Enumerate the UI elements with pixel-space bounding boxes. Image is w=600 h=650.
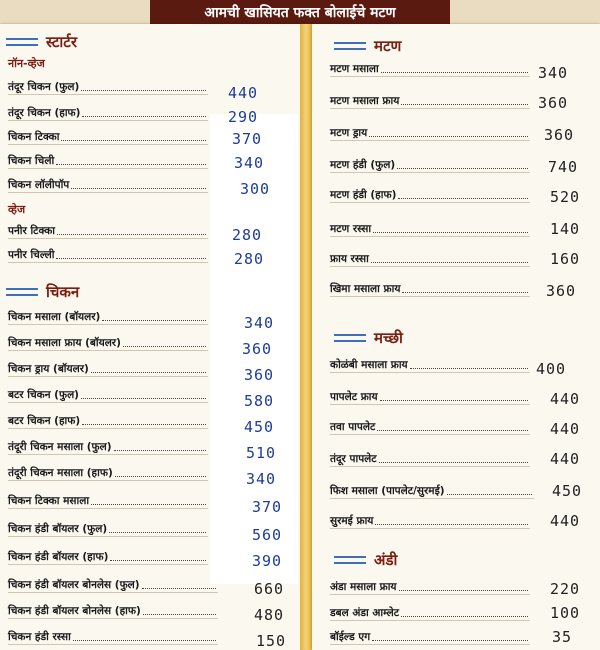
item-price: 450 [552,482,583,500]
section-heading-mutton [334,36,401,56]
item-price: 340 [244,314,275,332]
menu-item: बटर चिकन (हाफ) [8,414,208,429]
section-bars-icon [6,287,38,297]
section-heading-chicken [6,282,79,302]
item-price: 360 [538,94,569,112]
section-title: स्टार्टर [46,33,77,51]
subheading-veg: व्हेज [8,203,26,216]
item-price: 150 [256,632,287,650]
menu-item: चिकन टिक्का मसाला [8,494,208,509]
menu-item: चिकन हंडी बॉयलर (फुल) [8,522,208,537]
menu-item: तंदूर पापलेट [330,452,530,467]
gold-divider [300,24,312,650]
menu-item: चिकन चिली [8,154,208,169]
item-price: 300 [240,180,271,198]
menu-item: चिकन मसाला फ्राय (बॉयलर) [8,336,208,351]
item-price: 340 [246,470,277,488]
item-price: 440 [550,420,581,438]
menu-item: तंदूरी चिकन मसाला (हाफ) [8,466,208,481]
menu-item: तंदूर चिकन (हाफ) [8,106,208,121]
section-bars-icon [334,555,366,565]
item-price: 340 [538,64,569,82]
menu-item: चिकन हंडी रस्सा [8,630,218,645]
menu-item: पनीर चिल्ली [8,248,208,263]
section-heading-starter [6,32,77,52]
section-heading-fish [334,328,403,348]
menu-item: पापलेट फ्राय [330,390,530,405]
item-price: 160 [550,250,581,268]
left-menu-card [0,24,300,650]
menu-item: फ्राय रस्सा [330,252,530,267]
item-price: 740 [548,158,579,176]
item-price: 280 [232,226,263,244]
item-price: 220 [550,580,581,598]
item-price: 370 [252,498,283,516]
item-price: 340 [234,154,265,172]
section-bars-icon [334,333,366,343]
menu-item: तंदूरी चिकन मसाला (फुल) [8,440,208,455]
item-price: 360 [544,126,575,144]
item-price: 480 [254,606,285,624]
menu-item: मटण मसाला [330,62,530,77]
menu-item: सुरमई फ्राय [330,514,530,529]
menu-item: पनीर टिक्का [8,224,208,239]
menu-banner: आमची खासियत फक्त बोलाईचे मटण [150,0,450,26]
menu-item: बटर चिकन (फुल) [8,388,208,403]
menu-item: मटण ड्राय [330,126,530,141]
right-menu-card [312,24,600,650]
section-title: मटण [374,37,402,55]
menu-item: चिकन ड्राय (बॉयलर) [8,362,208,377]
menu-item: तवा पापलेट [330,420,530,435]
section-title: चिकन [46,283,80,301]
item-price: 35 [552,628,573,646]
item-price: 580 [244,392,275,410]
menu-item: मटण हंडी (हाफ) [330,188,530,203]
menu-item: मटण रस्सा [330,222,530,237]
item-price: 450 [244,418,275,436]
menu-item: अंडा मसाला फ्राय [330,580,530,595]
item-price: 440 [550,512,581,530]
section-bars-icon [334,41,366,51]
menu-item: चिकन हंडी बॉयलर (हाफ) [8,550,208,565]
item-price: 140 [550,220,581,238]
menu-item: डबल अंडा आम्लेट [330,606,530,621]
item-price: 360 [242,340,273,358]
menu-item: चिकन टिक्का [8,130,208,145]
item-price: 360 [244,366,275,384]
section-title: मच्छी [374,329,403,347]
menu-item: मटण हंडी (फुल) [330,158,530,173]
item-price: 510 [246,444,277,462]
menu-item: मटण मसाला फ्राय [330,94,530,109]
item-price: 100 [550,604,581,622]
item-price: 390 [252,552,283,570]
item-price: 440 [228,84,259,102]
item-price: 360 [546,282,577,300]
subheading-nonveg: नॉन-व्हेज [8,57,45,70]
menu-item: चिकन हंडी बॉयलर बोनलेस (हाफ) [8,604,218,619]
item-price: 280 [234,250,265,268]
item-price: 660 [254,580,285,598]
menu-item: खिमा मसाला फ्राय [330,282,530,297]
item-price: 440 [550,450,581,468]
menu-item: चिकन मसाला (बॉयलर) [8,310,208,325]
menu-item: तंदूर चिकन (फुल) [8,80,208,95]
menu-item: फिश मसाला (पापलेट/सुरमई) [330,484,534,499]
menu-item: चिकन हंडी बॉयलर बोनलेस (फुल) [8,578,218,593]
menu-item: चिकन लॉलीपॉप [8,178,208,193]
section-bars-icon [6,37,38,47]
item-price: 400 [536,360,567,378]
section-heading-egg [334,550,397,570]
menu-item: कोळंबी मसाला फ्राय [330,358,530,373]
item-price: 290 [228,108,259,126]
section-title: अंडी [374,551,398,569]
item-price: 370 [232,130,263,148]
menu-item: बॉईल्ड एग [330,630,530,645]
item-price: 520 [550,188,581,206]
item-price: 560 [252,526,283,544]
item-price: 440 [550,390,581,408]
